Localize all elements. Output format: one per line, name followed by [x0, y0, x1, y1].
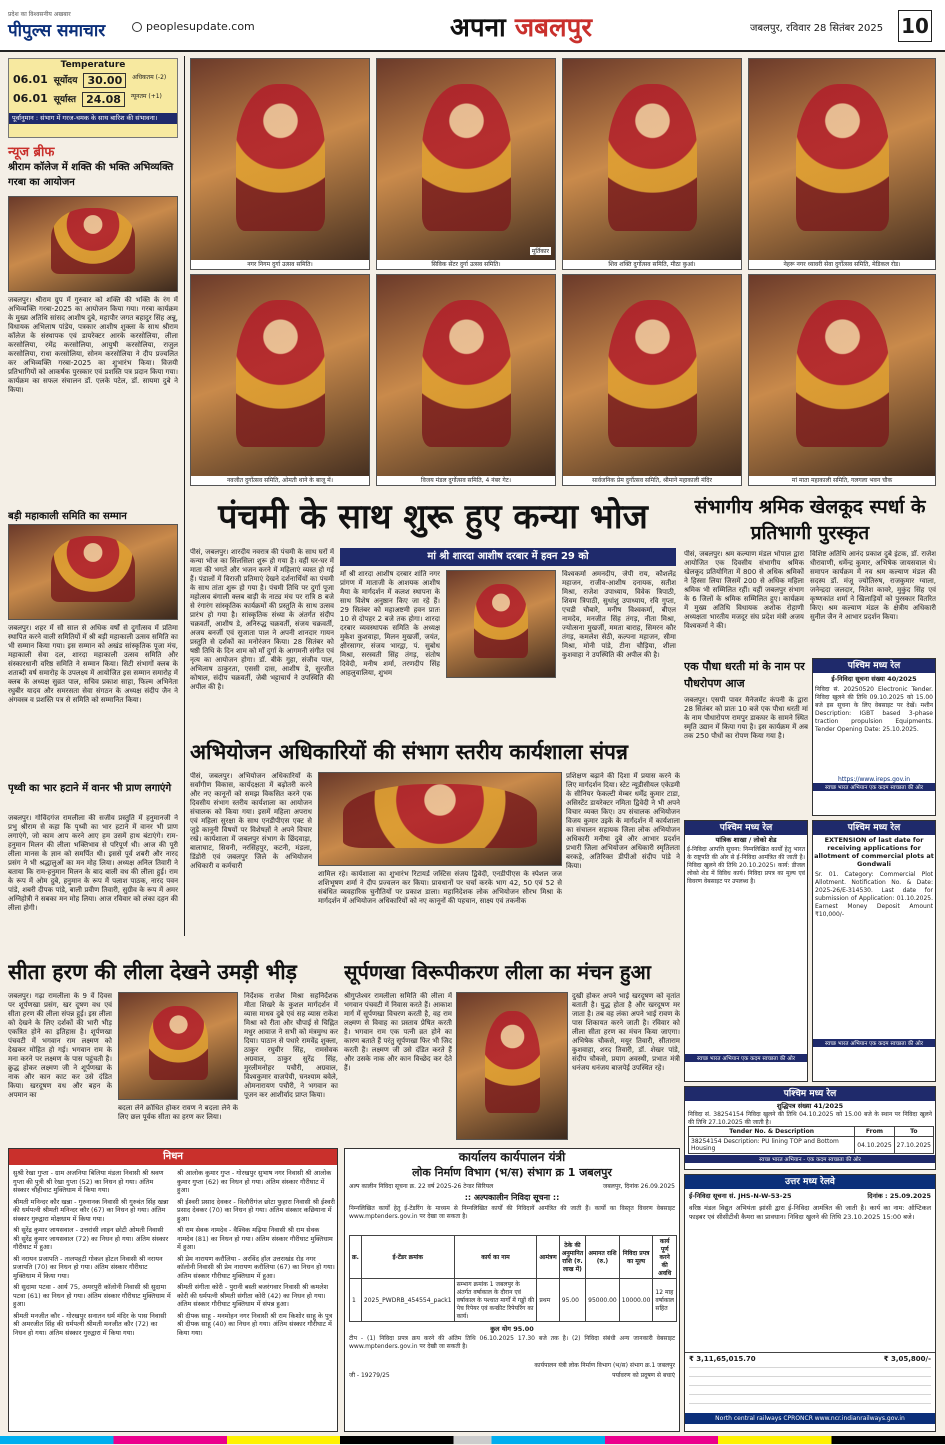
ad-body: ई-निविदा आपत्ति सूचना: निम्नलिखित कार्यों हेतु भारत के राष्ट्रपति की ओर से ई-निविदा आमंत्रित की जाती है। निविदा खुलने की तिथि 20.10.2025। कार्य: डीजल लोको शेड में विविध कार्य। निविदा प्रपत्र का मूल्य एवं विवरण वेबसाइट पर उपलब्ध है।: [687, 846, 805, 885]
dateline: जबलपुर, रविवार 28 सितंबर 2025: [750, 23, 884, 34]
ad-fineprint: [689, 1367, 931, 1411]
story4-photo: [318, 772, 562, 866]
durga-photo-5: नवजीत दुर्गोत्सव समिति, ओमती थाने के बाजू में।: [190, 274, 370, 486]
railway-ad-loco-shed: [684, 820, 808, 1082]
story4-col2: शामिल रहे। कार्यशाला का शुभारंभ रिटायर्ड जस्टिस संजय द्विवेदी, एनडीपीएस के स्पेशल जज शशिभूषण शर्मा ने दीप प्रज्वलन कर किया। प्रावधानों पर चर्चा करके भाग 42, 50 एवं 52 से संबंधित व्यवहारिक चुनौतियों पर प्रकाश डाला। महानिदेशक लोक अभियोजन सौरभ मिश्रा के मार्गदर्शन में अभियोजन अधिकारियों को नए कानूनों की पहचान, साक्ष्य एवं तकनीक: [318, 870, 562, 905]
railway-ad-corrigendum: [684, 1086, 936, 1170]
corrigendum-table: Tender No. & Description From To 38254154 Description: PU lining TOP and Bottom Housing 04.10.2025 27.10.2025: [688, 1126, 934, 1154]
ad-head: पश्चिम मध्य रेल: [813, 659, 935, 673]
ad-ref: ई-निविदा सूचना सं. JHS-N-W-53-25: [689, 1192, 792, 1200]
story3-headline: एक पौधा धरती मां के नाम पर पौधरोपण आज: [684, 660, 805, 690]
obituary-column-left: [13, 1169, 171, 1429]
story1-photo: [446, 570, 556, 678]
story1-col2: माँ श्री शारदा आशीष दरबार शांति नगर प्रांगण में माताजी के आशयक आशीष मैया के मार्गदर्शन में कलश स्थापना के साथ विशेष अनुष्ठान किए जा रहे हैं। 29 सितंबर को महाअष्टमी हवन प्रातः 10 से दोपहर 2 बजे तक होगा। शारदा दरबार व्यवस्थापक समिति के अध्यक्ष मुकेश कुशवाहा, मिलन मुखर्जी, जयंत, क्षीरसागर, संजय भारद्वा, पं. सुबोध मिश्रा, सरस्वती सिंह तंगड़, संतोष दिवेदी, मनीष शर्मा, तरणदीप सिंह आहलुवालिया, शुभम: [340, 570, 440, 677]
obituary-column-right: [177, 1169, 335, 1429]
photo-watermark: मूर्तिकार: [531, 248, 549, 255]
story3-body: जबलपुर। एसपी पावर मैनेजमेंट कंपनी के द्वारा 28 सितंबर को प्रातः 10 बजे एक पौधा धरती मां के नाम पौधारोपण रामपुर डाकघर के सामने स्थित स्मृति उद्यान में किया गया है। इस कार्यक्रम में अब तक 250 पौधों का रोपण किया गया है।: [684, 696, 808, 740]
story1-body: पीसं, जबलपुर। शारदीय नवरात्र की पंचमी के साथ घरों में कन्या भोज का सिलसिला शुरू हो गया है। वहीं घर-घर में माता की भगतें और भजन करने में महिलाएं व्यस्त हो गई हैं। पंडालों में विराजी प्रतिमाएं देखने दर्शनार्थियों का पंचमी के साथ तांता शुरू हो गया है। पंचमी तिथि पर दुर्गा पूजा महोत्सव बंगाली क्लब बाड़ी के नाट्य मंच पर रात्रि 8 बजे से रंगारंग सांस्कृतिक कार्यक्रमों की प्रस्तुति के साथ उत्सव प्रारंभ हो गया है। सांस्कृतिक संध्या के अंतर्गत संदीप चक्रवर्ती, आशीष डे, अनिरुद्ध चक्रवर्ती, संजय चक्रवर्ती, अजय बनर्जी एवं सुजाता पाल ने अपनी शानदार गायन प्रस्तुति से दर्शकों का मनोरंजन किया। 28 सितंबर को षष्ठी तिथि के दिन शाम को माँ दुर्गा के आगमनी संगीत एवं नृत्य का आयोजन होगा। डॉ. बीके गुहा, संजीव पाल, अभिलाष ठाकुरता, एससी दास, आशीष डे, सुरजीत कोषाल, संदीप चक्रवर्ती, जेबी भट्टाचार्य ने उपस्थिति की अपील की है।: [190, 548, 334, 691]
story1-headline: पंचमी के साथ शुरू हुए कन्या भोज: [218, 497, 648, 537]
obituary-entry: श्री राम सेवक नामदेव - वैश्विक मढ़िया निवासी श्री राम सेवक नामदेव (81) का निधन हो गया। अंतिम संस्कार गौरीघाट मुक्तिधाम में हुआ।: [177, 1226, 333, 1251]
ad-head: उत्तर मध्य रेलवे: [685, 1175, 935, 1189]
news-brief-label: न्यूज ब्रीफ: [8, 145, 55, 160]
section-title-part2: जबलपुर: [514, 13, 593, 43]
ad-date: दिनांक : 25.09.2025: [867, 1192, 931, 1200]
story2-col2: विशिष्ट अतिथि आनंद प्रकाश दुबे इंटक, डॉ. राजेश धीरावाणी, धर्मेन्द्र कुमार, अभिषेक जायसवाल थे। समापन कार्यक्रम में नव श्रम कल्याण मंडल की सदस्य डॉ. मंजू ज्योतिरुष, राजकुमार ग्वाला, जनेन्द्रदा जलदार, नितेश कावरे, मुकुंद सिंह एवं कृष्णकांत शर्मा ने खिलाड़ियों को पुरस्कार वितरित किए। श्रम कल्याण मंडल के क्षेत्रीय अधिकारी सुनील जैन ने आभार प्रदर्शन किया।: [810, 550, 936, 621]
globe-icon: [132, 22, 142, 32]
brief-text-3: जबलपुर। गोविंदगंज रामलीला की सजीव प्रस्तुति में हनुमानजी ने प्रभु श्रीराम से कहा कि पृथ्वी का भार हटाने में वानर भी प्राण लगाएंगे, जो काम आप करने आए हम उसमें हाथ बंटाएंगे। राम-हनुमान मिलन की लीला भक्तिभाव से परिपूर्ण थी। आज की पूरी लीला मानस के ज्ञान को समर्पित थी। इससे पूर्व शबरी और नारद प्रसंग ने भी श्रद्धालुओं का मन मोह लिया। अध्यक्ष अनिल तिवारी ने बताया कि राम-हनुमान मिलन के बाद बाली वध की लीला हुई। राम के रूप में ओम दुबे, हनुमान के रूप में पलाश पाठक, नारद पवन पांडे, शबरी दीपक पांडे, बाली प्रवीण तिवारी, सुग्रीव के रूप में अमर अग्निहोत्री ने सबका मन मोह लिया। आज रविवार को लंका दहन की लीला होगी।: [8, 814, 178, 912]
obituary-entry: श्री आलोक कुमार गुप्त - गोरखपुर सुभाष नगर निवासी श्री आलोक कुमार गुप्ता (62) का निधन हो गया। अंतिम संस्कार गौरीघाट में हुआ।: [177, 1169, 332, 1194]
weather-box: [8, 58, 178, 138]
obituary-entry: श्री ईश्वरी प्रसाद देवकर - विलौरीगंज छोटा फुहारा निवासी श्री ईश्वरी प्रसाद देवकर (70) का निधन हो गया। अंतिम संस्कार कछियाना में हुआ।: [177, 1197, 335, 1223]
ad-emd: ₹ 3,05,800/-: [883, 1355, 931, 1363]
table-row: 38254154 Description: PU lining TOP and Bottom Housing 04.10.2025 27.10.2025: [689, 1137, 934, 1154]
ad-sub: यांत्रिक शाखा / लोको शेड: [715, 836, 777, 844]
story6-headline: सूर्पणखा विरूपीकरण लीला का मंचन हुआ: [344, 960, 651, 984]
section-title: [450, 8, 592, 44]
tender-signoff: कार्यपालन यंत्री लोक निर्माण विभाग (भ/स) संभाग क्र.1 जबलपुर: [534, 1362, 675, 1369]
durga-photo-2: मूर्तिकार सिविक सेंटर दुर्गा उत्सव समिति।: [376, 58, 556, 270]
story5-photo: [118, 992, 238, 1100]
ad-footer: स्वच्छ भारत अभियान एक कदम स्वच्छता की ओर: [813, 783, 935, 791]
tender-head-2: लोक निर्माण विभाग (भ/स) संभाग क्र 1 जबलपुर: [412, 1166, 612, 1179]
ad-sub: ई-निविदा सूचना संख्या 40/2025: [831, 675, 917, 683]
ad-body: निविदा सं. 20250520 Electronic Tender. निविदा खुलने की तिथि 09.10.2025 को 15.00 बजे इस सूचना के लिए वेबसाइट पर देखें। मशीन Description: IGBT based 3-phase traction propulsion Equipments. Tender Opening Date: 25.10.2025.: [815, 686, 933, 733]
tender-date: जबलपुर, दिनांक 26.09.2025: [602, 1183, 675, 1190]
ad-sub: EXTENSION of last date for receiving applications for allotment of commercial plots at Gondwali: [814, 836, 934, 868]
website-link[interactable]: peoplesupdate.com: [146, 20, 255, 33]
ad-head: पश्चिम मध्य रेल: [685, 1087, 935, 1101]
obituary-title: निधन: [9, 1149, 337, 1165]
durga-photo-7: सार्वजनिक प्रेम दुर्गोत्सव समिति, श्रीमाने महाकाली मंदिर: [562, 274, 742, 486]
brief-photo-mahakali: [8, 524, 178, 620]
weather-forecast: पूर्वानुमान : संभाग में गरज-चमक के साथ बारिश की संभावना।: [9, 113, 177, 124]
brief-headline-2: बड़ी महाकाली समिति का सम्मान: [8, 511, 127, 522]
ad-head: पश्चिम मध्य रेल: [685, 821, 807, 835]
brief-headline-1: श्रीराम कॉलेज में शक्ति की भक्ति अभिव्यक्ति गरबा का आयोजन: [8, 162, 174, 188]
story1-col3: विश्वकर्मा अमनदीप, जेपी राय, कौशलेंद्र महाजन, राजीव-आशीष दनायक, सतीश मिश्रा, राजेश उपाध्याय, विवेक त्रिपाठी, शिवम त्रिपाठी, सुधांशु उपाध्याय, रवि गुप्ता, एचडी चौबारे, मनीष विश्वकर्मा, बीएल नामदेव, मनजीत सिंह तंगड़, नीता मिश्रा, ज्योत्सना मुखर्जी, ममता बाराह, सिमरन कौर तंगड़, कमलेश सेठी, कल्पना महाजन, सीमा मिश्रा, मोनी पांडे, टीना चौड़िया, शीला कुशवाहा ने उपस्थिति की अपील की है।: [562, 570, 676, 659]
story6-body: श्रीगुप्तेश्वर रामलीला समिति की लीला में भगवान पंचवटी में निवास करते हैं। आकाश मार्ग में सूर्पणखा विचरण करती है, वह राम लक्ष्मण से विवाह का प्रस्ताव प्रेषित करती है। भगवान राम एक पत्नी व्रत होने का कारण बताते हैं परंतु सूर्पणखा फिर भी जिद करती है। लक्ष्मण जी उसे दंडित करते हैं और उसके नाक और कान विच्छेद कर देते हैं।: [344, 992, 452, 1072]
brief-headline-3: पृथ्वी का भार हटाने में वानर भी प्राण लगाएंगे: [8, 783, 172, 794]
tender-slogan: पर्यावरण को प्रदूषण से बचाएं: [612, 1372, 675, 1379]
logo-tag: प्रदेश का विश्वसनीय अखबार: [8, 11, 71, 18]
obituary-box: [8, 1148, 338, 1432]
weather-row: 06.01 सूर्यास्त 24.08 न्यूनतम (+1): [13, 92, 162, 106]
railway-ad-tender-40: [812, 658, 936, 816]
durga-photo-8: मां माता महाकाली समिति, गलगला भवन चौक: [748, 274, 936, 486]
story5-col2: निर्देशक राजेश मिश्रा सहनिर्देशक मीता शिखरे के कुशल मार्गदर्शन में व्यास माधव दुबे एवं सह व्यास राकेश मिश्रा को रीता और चौपाई से चिह्नित मधुर आवाज ने सभी को मंत्रमुग्ध कर दिया। पाठान से पधारे रामवेंद्र शुक्ला, ठाकुर रघुवीर सिंह, रामसेवक अग्रवाल, ठाकुर सुरेंद्र सिंह, मुरलीमनोहर पचौरी, अग्रवाल, विश्वकुमार वाजपेयी, घनश्याम बवेले, ओमनारायण पचौरी, ने भगवान का पूजन कर आशीर्वाद प्राप्त किया।: [244, 992, 338, 1099]
column-divider: [184, 56, 185, 936]
story4-col3: प्रशिक्षण बढ़ाने की दिशा में प्रयास करने के लिए मार्गदर्शन दिया। स्टेट न्यूडीसीयल एकेडमी के सीनियर फेकल्टी मेम्बर धर्मेंद्र कुमार टाडा, असिस्टेंट डायरेक्टर नमिता द्विवेदी ने भी अपने विचार व्यक्त किए। उप संचालक अभियोजन विजय कुमार उइके के मार्गदर्शन में कार्यशाला का संचालन सहायक जिला लोक अभियोजन अधिकारी मनीषा दुबे और आभार प्रदर्शन प्रभारी जिला अभियोजन अधिकारी स्मृतिलता बरकड़े, अतिरिक्त डीपीओ संदीप पांडे ने किया।: [566, 772, 680, 870]
tender-intro: निम्नलिखित कार्यों हेतु ई-टेंडरिंग के माध्यम से निम्नलिखित कार्यों की निविदायें आमंत्रित की जाती हैं। कार्यों का विस्तृत विवरण वेबसाइट www.mptenders.gov.in पर देखा जा सकता है।: [349, 1205, 675, 1220]
ad-footer: स्वच्छ भारत अभियान - एक कदम स्वच्छता की ओर: [685, 1155, 935, 1163]
weather-title: Temperature: [60, 60, 126, 70]
obituary-entry: श्रीमती मनजीत कौर - गोरखपुर सनातन धर्म मंदिर के पास निवासी श्री अमरजीत सिंह की धर्मपत्नी श्रीमती मनजीत कौर (72) का निधन हो गया। अंतिम संस्कार गुरुद्वारा में किया गया।: [13, 1311, 167, 1337]
tender-table: क्र. ई-टेंडर क्रमांक कार्य का नाम आमंत्रण ठेके की अनुमानित राशि (रु. लाख में) अमानत राशि (रु.) निविदा प्रपत्र का मूल्य कार्य पूर्ण करने की अवधि 1 2025_PWDRB_454554_pack1 सम्भाग क्रमांक 1 जबलपुर के अंतर्गत वर्षाकाल के दौरान एवं वर्षाकाल के पश्चात मार्गों में गड्ढों की पेच रिपेयर एवं कन्क्रीट रिपेयरिंग का कार्य। प्रथम 95.00 95000.00 10000.00 12 माह वर्षाकाल सहित: [349, 1235, 677, 1322]
pwd-tender-notice: [344, 1148, 680, 1432]
durga-photo-4: नेहरू नगर ध्यावरी सेवा दुर्गोत्सव समिति, मेडिकल रोड।: [748, 58, 936, 270]
obituary-entry: श्री प्रेम नारायण करौलिया - अरविंद हॉल उत्तराखंड रोड़ नगर कॉलोनी निवासी श्री प्रेम नारायण करौलिया (67) का निधन हो गया। अंतिम संस्कार गौरीघाट मुक्तिधाम में हुआ।: [177, 1254, 335, 1280]
tender-notice-title: :: अल्पकालीन निविदा सूचना ::: [464, 1193, 560, 1202]
table-row: 1 2025_PWDRB_454554_pack1 सम्भाग क्रमांक 1 जबलपुर के अंतर्गत वर्षाकाल के दौरान एवं वर्षाकाल के पश्चात मार्गों में गड्ढों की पेच रिपेयर एवं कन्क्रीट रिपेयरिंग का कार्य। प्रथम 95.00 95000.00 10000.00 12 माह वर्षाकाल सहित: [350, 1279, 677, 1322]
story6-photo: [456, 992, 568, 1140]
page-number: 10: [898, 10, 932, 42]
story2-body: पीसं, जबलपुर। श्रम कल्याण मंडल भोपाल द्वारा आयोजित एक दिवसीय संभागीय श्रमिक खेलकूद प्रतियोगिता में 800 से अधिक श्रमिकों ने हिस्सा लिया जिसमें 200 से अधिक महिला श्रमिक भी सम्मिलित रहीं। यहीं जबलपुर संभाग के 6 जिलों के श्रमिक सम्मिलित हुए। कार्यक्रम में मुख्य अतिथि विधायक अशोक रोहाणी अध्यक्षता भारतीय मजदूर संघ प्रदेश मंत्री अजय विश्वकर्मा ने की।: [684, 550, 804, 630]
obituary-entry: सुश्री रेखा गुप्ता - ग्राम अजनिया बिलिया मंडला निवासी श्री श्रवण गुप्ता की पुत्री श्री रेखा गुप्ता (52) का निधन हो गया। अंतिम संस्कार चौहीचाट मुक्तिधाम में किया गया।: [13, 1169, 164, 1194]
ad-footer: North central railways CPRONCR www.ncr.indianrailways.gov.in: [685, 1413, 935, 1424]
weather-row: 06.01 सूर्योदय 30.00 अधिकतम (-2): [13, 73, 167, 87]
durga-photo-1: नगर निगम दुर्गा उत्सव समिति।: [190, 58, 370, 270]
obituary-entry: श्री सुदामा पटवा - आर्य 75, अमरपुरी कॉलोनी निवासी श्री सुदामा पटवा (61) का निधन हो गया। अंतिम संस्कार गौरीघाट मुक्तिधाम में हुआ।: [13, 1283, 171, 1308]
ad-value: ₹ 3,11,65,015.70: [689, 1355, 756, 1363]
tender-ref: अल्प कालीन निविदा सूचना क्र. 22 वर्ष 2025-26 टेन्डर सिरियल: [349, 1183, 494, 1190]
obituary-entry: श्री नरायन प्रजापति - तालपहटी गोकल होटल निवासी श्री नरायन प्रजापति (70) का निधन हो गया। अंतिम संस्कार गौरीघाट मुक्तिधाम में किया गया।: [13, 1254, 163, 1280]
story5-photo-caption: बदला लेने क्रोधित होकर रावण ने बदला लेने के लिए छल पूर्वक सीता का हरण कर लिया।: [118, 1104, 238, 1121]
durga-photo-3: शिव शक्ति दुर्गोत्सव समिति, मीठा कुआं।: [562, 58, 742, 270]
ad-body: वरिष्ठ मंडल विद्युत अभियंता झांसी द्वारा ई-निविदा आमंत्रित की जाती है। कार्य का नाम: ऑप्टिकल फाइबर एवं सीसीटीवी कैमरा का प्रावधान। निविदा खुलने की तिथि 23.10.2025 15:00 बजे।: [689, 1204, 931, 1221]
tender-head-1: कार्यालय कार्यपालन यंत्री: [458, 1150, 566, 1164]
tender-code: जी - 19279/25: [349, 1372, 390, 1379]
story4-body: पीसं, जबलपुर। अभियोजन अधिकारियों के सर्वांगीण विकास, कार्यदक्षता में बढ़ोतरी करने और नए कानूनों को समझ विकसित करने एक दिवसीय संभाग स्तरीय कार्यशाला का आयोजन संचालक को किया गया। इसमें महिला अपराध एवं महिला सुरक्षा के साथ एनडीपीएस एक्ट से जुड़े कानूनी विषयों पर विशेषज्ञों ने अपने विचार रखे। कार्यशाला में जबलपुर संभाग के छिंदवाड़ा, बालाघाट, सिवनी, नरसिंहपुर, कटनी, मंडला, डिंडोरी एवं जबलपुर जिले के अभियोजन अधिकारी व कर्मचारी: [190, 772, 312, 870]
tender-total: कुल योग 95.00: [490, 1325, 534, 1333]
story1-subhead: मां श्री शारदा आशीष दरबार में हवन 29 को: [340, 548, 676, 566]
ad-footer: स्वच्छ भारत अभियान एक कदम स्वच्छता की ओर: [685, 1054, 807, 1062]
railway-ad-plot-allotment: [812, 820, 936, 1082]
obituary-entry: श्री दीपक साहू - मनमोहन नगर निवासी श्री राम किशोर साहू के पुत्र श्री दीपक साहू (40) का निधन हो गया। अंतिम संस्कार गौरीघाट में किया गया।: [177, 1311, 333, 1337]
ad-sub: शुद्धिपत्र संख्या 41/2025: [776, 1102, 844, 1110]
railway-ad-ncr: [684, 1174, 936, 1432]
logo-text: पीपुल्स समाचार: [8, 21, 106, 41]
story5-body: जबलपुर। गढ़ा रामलीला के 9 वें दिवस पर शूर्पणखा प्रसंग, खर दूषण वध एवं सीता हरण की लीला संपन्न हुई। इस लीला को देखने के लिए दर्शकों की भारी भीड़ एकत्रित होने का इतिहास है। शूर्पणखा पंचवटी में भगवान राम लक्ष्मण को देखकर मोहित हो गई। भगवान राम के मना करने पर लक्ष्मण के पास पहुंचती है। क्रुद्ध होकर लक्ष्मण जी ने शूर्पणखा के नाक और कान काट कर उसे दंडित किया। खरदूषण वध और बहन के अपमान का: [8, 992, 112, 1099]
story6-col2: दुखी होकर अपने भाई खरदूषण को वृतांत बताती है। युद्ध होता है और खरदूषण मर जाता है। तब वह लंका अपने भाई रावण के पास शिकायत करने जाती है। रविवार को लीला सीता हरण का मंचन किया जाएगा। अभिषेक चौकसे, मयूर तिवारी, सीताराम कुशवाहा, शरद तिवारी, डॉ. शेखर पांडे, संदीप चौकसे, प्रयाग अवस्थी, प्रभात मंत्री धनंजय धनंजय बाजपेई उपस्थित रहे।: [572, 992, 680, 1072]
obituary-entry: श्रीमती मनिन्दर कौर खन्ना - गुरुनानक निवासी श्री गुरुवंत सिंह खन्ना की धर्मपत्नी श्रीमती मनिन्दर कौर (67) का निधन हो गया। अंतिम संस्कार गुरुद्वारा मोक्षधाम में किया गया।: [13, 1197, 169, 1223]
ad-body: निविदा सं. 38254154 निविदा खुलने की तिथि 04.10.2025 को 15.00 बजे के स्थान पर निविदा खुलने की तिथि 27.10.2025 की जाती है।: [688, 1111, 932, 1126]
ad-head: पश्चिम मध्य रेल: [813, 821, 935, 835]
print-color-bar: [0, 1436, 945, 1444]
story4-headline: अभियोजन अधिकारियों की संभाग स्तरीय कार्यशाला संपन्न: [190, 739, 628, 764]
story5-headline: सीता हरण की लीला देखने उमड़ी भीड़: [8, 959, 297, 984]
brief-photo-garba: [8, 196, 178, 292]
obituary-entry: श्रीमती संगीता कोरी - पुरानी बस्ती बजरंगवार निवासी श्री कमलेश कोरी की धर्मपत्नी श्रीमती संगीता कोरी (42) का निधन हो गया। अंतिम संस्कार गौरीघाट मुक्तिधाम में संपन्न हुआ।: [177, 1283, 329, 1308]
ad-footer: स्वच्छ भारत अभियान एक कदम स्वच्छता की ओर: [813, 1039, 935, 1047]
story2-headline: संभागीय श्रमिक खेलकूद स्पर्धा के प्रतिभागी पुरस्कृत: [694, 496, 926, 544]
brief-text-2: जबलपुर। शहर में सौ साल से अधिक वर्षों से दुर्गोत्सव में प्रतिमा स्थापित करने वाली समितियों में श्री बड़ी महाकाली उत्सव समिति का भी सम्मान किया गया। इस सम्मान को अखंड सांस्कृतिक पूजा मंच, महाकाली सेवा दल, शारदा महाकाली उत्सव समिति और संस्कारधानी वरिष्ठ समिति ने सम्मान किया। सिटी संभागों क्लब के शताब्दी वर्ष समारोह के उपलक्ष्य में आयोजित इस सम्मान समारोह में क्लब के अध्यक्ष सुव्रत पाल, सचिव प्रकाश साहा, फिल्म अभिनेता रघुबीर यादव और समरसता सेवा संगठन के अध्यक्ष संदीप जैन ने अंगवस्त्र व प्रशस्ति पत्र से समिति को सम्मानित किया।: [8, 624, 178, 704]
durga-photo-6: विजय मंडल दुर्गोत्सव समिति, 4 नंबर गेट।: [376, 274, 556, 486]
brief-text-1: जबलपुर। श्रीराम ग्रुप में गुरुवार को शक्ति की भक्ति के रंग में अभिव्यक्ति गरबा-2025 का आयोजन किया गया। गरबा कार्यक्रम के मुख्य अतिथि सांसद आशीष दुबे, महापौर जगत बहादुर सिंह अन्नू, विधायक अभिलाष पांडेय, पत्रकार आशीष शुक्ला के साथ श्रीराम कॉलेज के संस्थापक एवं डायरेक्टर आरके करसोलिया, लीला करसोलिया, रमेंद्र करसोलिया, आयुषी करसोलिया, राजुल करसोलिया, राधा करसोलिया, सोनम करसोलिया ने दीप प्रज्वलित कर अभिव्यक्ति गरबा-2025 का शुभारंभ किया। विजयी प्रतिभागियों को आकर्षक पुरस्कार एवं प्रशस्ति पत्र प्रदान किया गया। कार्यक्रम का सफल संचालन डॉ. एलके पटेल, डॉ. सायमा दुबे ने किया।: [8, 296, 178, 394]
masthead: [0, 0, 945, 52]
logo: [8, 10, 128, 41]
section-title-part1: अपना: [450, 13, 506, 43]
obituary-entry: श्री सुरेंद्र कुमार जायसवाल - उत्तरांसी लाइन छोटी ओमती निवासी श्री सुरेंद्र कुमार जायसवाल (72) का निधन हो गया। अंतिम संस्कार गौरीघाट में हुआ।: [13, 1226, 169, 1251]
tender-notes: टीप - (1) निविदा प्रपत्र क्रय करने की अंतिम तिथि 06.10.2025 17.30 बजे तक है। (2) निविदा संबंधी अन्य जानकारी वेबसाइट www.mptenders.gov.in पर देखी जा सकती है।: [349, 1335, 675, 1350]
ad-website[interactable]: https://www.ireps.gov.in: [837, 776, 911, 783]
ad-body: Sr. 01. Category: Commercial Plot Allotment. Notification No. & Date: 2025-26/E-314530. Last date for submission of Application: 01.10.2025. Earnest Money Deposit Amount ₹10,000/-: [815, 871, 933, 918]
